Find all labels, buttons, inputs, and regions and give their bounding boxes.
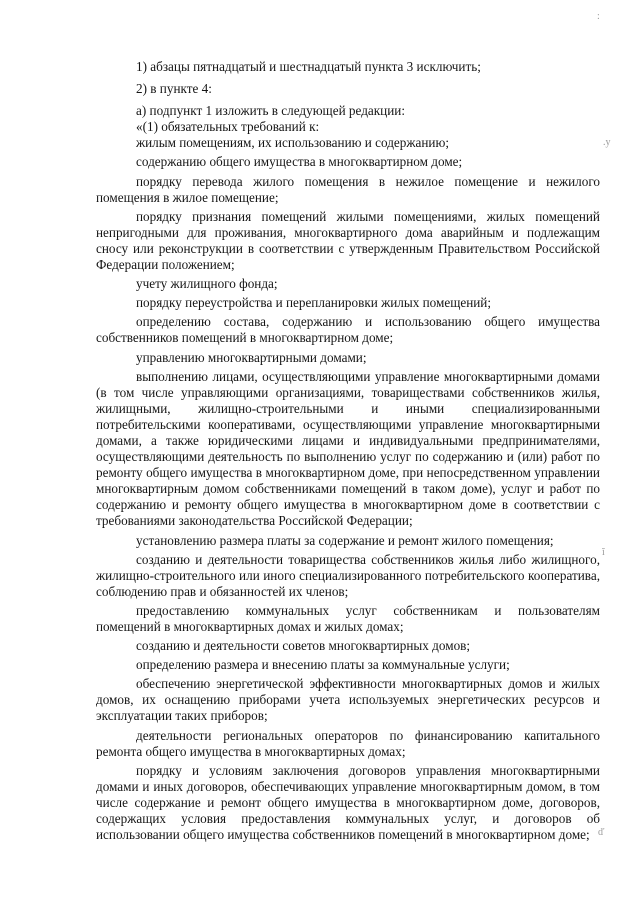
paragraph: содержанию общего имущества в многоквартирном доме; — [136, 154, 463, 170]
scan-artifact-mark: : — [597, 11, 600, 22]
paragraph: 1) абзацы пятнадцатый и шестнадцатый пункта 3 исключить; — [136, 59, 481, 74]
scan-artifact-mark: .у — [603, 137, 611, 148]
paragraph: установлению размера платы за содержание и ремонт жилого помещения; — [136, 532, 554, 548]
paragraph: определению состава, содержанию и использованию общего имущества собственников помещений в многоквартирном доме; — [96, 314, 600, 346]
paragraph: 2) в пункте 4: — [136, 81, 212, 97]
paragraph: а) подпункт 1 изложить в следующей редакции: — [136, 103, 406, 119]
paragraph: выполнению лицами, осуществляющими управление многоквартирными домами (в том числе управляющими организациями, товариществами собственников жилья, жилищными, жилищно-строительными и иными специализированными потребительскими кооперативами, осуществляющими управление многоквартирными домами, а также юридическими лицами и индивидуальными предпринимателями, осуществляющими деятельность по выполнению услуг по содержанию и (или) работ по ремонту общего имущества в многоквартирном доме, при непосредственном управлении многоквартирным домом собственниками помещений в таком доме), услуг и работ по содержанию и ремонту общего имущества в многоквартирном доме в соответствии с требованиями законодательства Российской Федерации; — [96, 368, 600, 529]
paragraph: порядку и условиям заключения договоров управления многоквартирными домами и иных договоров, обеспечивающих управление многоквартирным домом, в том числе содержание и ремонт общего имущества в многоквартирном доме, договоров, содержащих условия предоставления коммунальных услуг, и договоров об использовании общего имущества собственников помещений в многоквартирном доме; — [96, 762, 600, 843]
paragraph: «(1) обязательных требований к: — [136, 119, 320, 135]
paragraph: порядку переустройства и перепланировки жилых помещений; — [136, 295, 492, 311]
paragraph: деятельности региональных операторов по финансированию капитального ремонта общего имущества в многоквартирных домах; — [96, 727, 600, 759]
document-body — [96, 59, 600, 843]
paragraph: жилым помещениям, их использованию и содержанию; — [136, 135, 449, 151]
paragraph: созданию и деятельности товарищества собственников жилья либо жилищного, жилищно-строительного или иного специализированного потребительского кооператива, соблюдению прав и обязанностей их членов; — [96, 551, 600, 599]
scan-artifact-mark: ĭ — [602, 547, 605, 558]
scan-artifact-mark: ď — [598, 827, 605, 838]
paragraph: управлению многоквартирными домами; — [136, 349, 367, 365]
paragraph: порядку перевода жилого помещения в нежилое помещение и нежилого помещения в жилое помещение; — [96, 173, 600, 205]
paragraph: определению размера и внесению платы за коммунальные услуги; — [136, 657, 510, 673]
paragraph: созданию и деятельности советов многоквартирных домов; — [136, 638, 471, 654]
paragraph: предоставлению коммунальных услуг собственникам и пользователям помещений в многоквартирных домах и жилых домах; — [96, 602, 600, 634]
paragraph: учету жилищного фонда; — [136, 276, 278, 292]
paragraph: порядку признания помещений жилыми помещениями, жилых помещений непригодными для проживания, многоквартирного дома аварийным и подлежащим сносу или реконструкции в соответствии с утвержденным Правительством Российской Федерации положением; — [96, 208, 600, 273]
paragraph: обеспечению энергетической эффективности многоквартирных домов и жилых домов, их оснащению приборами учета используемых энергетических ресурсов и эксплуатации таких приборов; — [96, 676, 600, 724]
